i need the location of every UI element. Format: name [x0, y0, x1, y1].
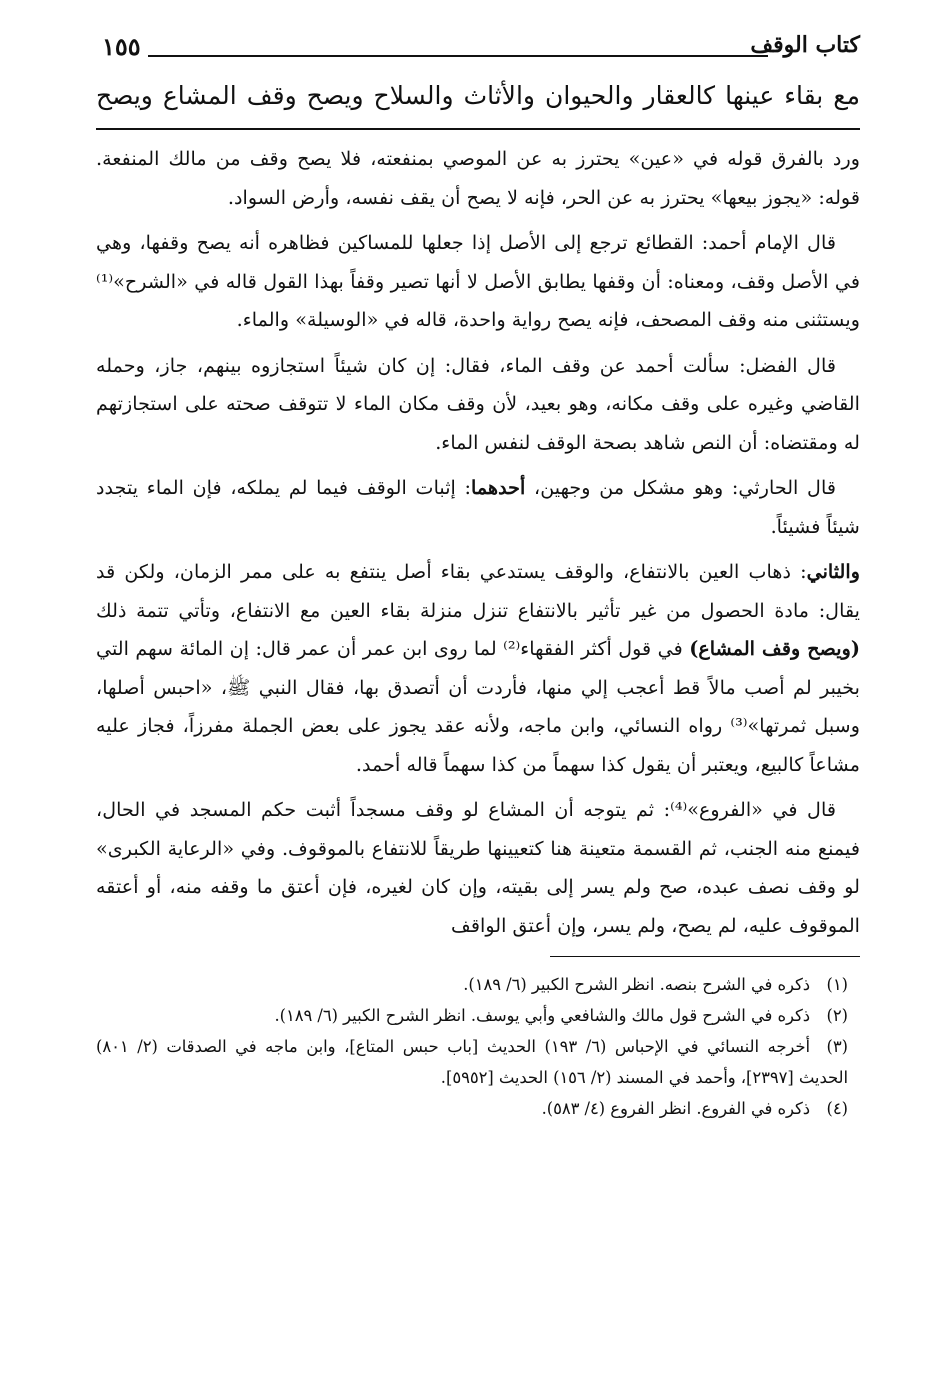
footnote [96, 1031, 860, 1093]
book-title: كتاب الوقف [750, 32, 860, 58]
p5-text-part-2: في قول أكثر الفقهاء⁽²⁾ لما روى ابن عمر أن عمر قال: إن المائة سهم التي بخيبر لم أصب مالاً قط أعجب إلي منها، فأردت أن أتصدق بها، فقال النبي ﷺ، «احبس أصلها، وسبل ثمرتها»⁽³⁾ رواه النسائي، وابن ماجه، ولأنه عقد يجوز على بعض الجملة مفرزاً، فجاز عليه مشاعاً كالبيع، ويعتبر أن يقول كذا سهماً من كذا سهماً قاله أحمد. [96, 637, 861, 776]
commentary-paragraph-2-text: قال الإمام أحمد: القطائع ترجع إلى الأصل إذا جعلها للمساكين فظاهره أنه يصح وقفها، وهي في الأصل وقف، ومعناه: أن وقفها يطابق الأصل لا أنها تصير وقفاً بهذا القول قاله في «الشرح»⁽¹⁾ ويستثنى منه وقف المصحف، فإنه يصح رواية واحدة، قاله في «الوسيلة» والماء. [96, 231, 860, 331]
book-page [96, 28, 860, 1375]
p4-bold-term: أحدهما [471, 476, 526, 499]
footnotes [96, 969, 860, 1124]
footnote-number: (١) [826, 975, 848, 994]
footnote-text: ذكره في الشرح بنصه. انظر الشرح الكبير (٦/ ١٨٩). [463, 975, 810, 994]
commentary-paragraph-3-text: قال الفضل: سألت أحمد عن وقف الماء، فقال: إن كان شيئاً استجازوه بينهم، جاز، وحمله القاضي وغيره على وقف مكانه، وهو بعيد، لأن وقف مكان الماء لا تتوقف صحته على استجازتهم له ومقتضاه: أن النص شاهد بصحة الوقف لنفس الماء. [96, 353, 860, 454]
commentary [96, 140, 860, 945]
matn-separator [96, 128, 860, 130]
commentary-paragraph-2 [96, 224, 860, 340]
footnote [96, 1093, 860, 1124]
p5-matn-quote: (ويصح وقف المشاع) [689, 637, 860, 660]
header-rule [148, 55, 768, 57]
footnote [96, 1000, 860, 1031]
commentary-paragraph-6-text: قال في «الفروع»⁽⁴⁾: ثم يتوجه أن المشاع لو وقف مسجداً أثبت حكم المسجد في الحال، فيمنع منه الجنب، ثم القسمة متعينة هنا كتعيينها طريقاً للانتفاع بالموقوف. وفي «الرعاية الكبرى» لو وقف نصف عبده، صح ولم يسر إلى بقيته، وإن كان لغيره، فإن أعتق ما وقفه منه، أو أعتقه الموقوف عليه، لم يصح، ولم يسر، وإن أعتق الواقف [96, 798, 860, 937]
footnote-number: (٢) [826, 1006, 848, 1025]
footnote-text: ذكره في الشرح قول مالك والشافعي وأبي يوسف. انظر الشرح الكبير (٦/ ١٨٩). [274, 1006, 810, 1025]
footnote-number: (٤) [826, 1099, 848, 1118]
p4-text-end: : إثبات الوقف فيما لم يملكه، فإن الماء يتجدد شيئاً فشيئاً. [96, 476, 860, 538]
commentary-paragraph-4 [96, 469, 860, 546]
commentary-paragraph-1: ورد بالفرق قوله في «عين» يحترز به عن الموصي بمنفعته، فلا يصح وقف من مالك المنفعة. قوله: «يجوز بيعها» يحترز به عن الحر، فإنه لا يصح أن يقف نفسه، وأرض السواد. [96, 147, 860, 209]
p5-text-part-1: : ذهاب العين بالانتفاع، والوقف يستدعي بقاء أصل ينتفع به على ممر الزمان، ولكن قد يقال: مادة الحصول من غير تأثير بالانتفاع تنزل منزلة بقاء العين مع الانتفاع، وتأتي تتمة ذلك [96, 560, 860, 622]
footnote-number: (٣) [826, 1037, 848, 1056]
footnote-separator [550, 956, 860, 957]
matn-text: مع بقاء عينها كالعقار والحيوان والأثاث والسلاح ويصح وقف المشاع ويصح [96, 81, 860, 110]
page-number: ١٥٥ [102, 32, 141, 61]
commentary-paragraph-3 [96, 347, 860, 463]
footnote-text: ذكره في الفروع. انظر الفروع (٤/ ٥٨٣). [541, 1099, 810, 1118]
p5-bold-term: والثاني [806, 560, 860, 583]
footnote [96, 969, 860, 1000]
commentary-paragraph-6 [96, 791, 860, 945]
commentary-paragraph-5 [96, 553, 860, 784]
page-header [96, 28, 860, 72]
footnote-text: أخرجه النسائي في الإحباس (٦/ ١٩٣) الحديث [باب حبس المتاع]، وابن ماجه في الصدقات (٢/ ٨٠١) الحديث [٢٣٩٧]، وأحمد في المسند (٢/ ١٥٦) الحديث [٥٩٥٢]. [96, 1037, 848, 1087]
p4-text-start: قال الحارثي: وهو مشكل من وجهين، [525, 476, 837, 499]
